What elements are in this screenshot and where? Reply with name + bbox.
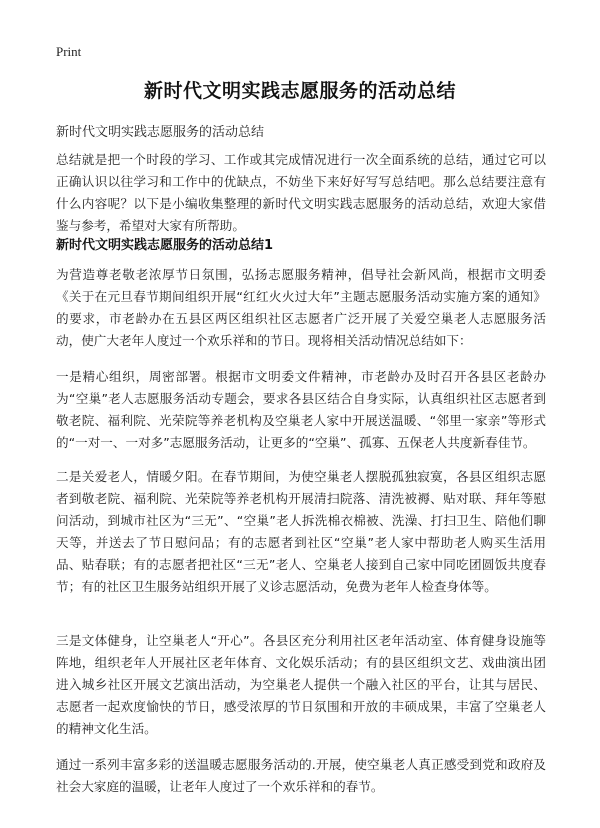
- body-paragraph-4: 三是文体健身，让空巢老人“开心”。各县区充分利用社区老年活动室、体育健身设施等阵地，组织老年人开展社区老年体育、文化娱乐活动；有的县区组织文艺、戏曲演出团进入城乡社区开展文艺演出活动，为空巢老人提供一个融入社区的平台，让其与居民、志愿者一起欢度愉快的节日，感受浓厚的节日氛围和开放的丰硕成果，丰富了空巢老人的精神文化生活。: [56, 633, 546, 736]
- intro-paragraph: 总结就是把一个时段的学习、工作或其完成情况进行一次全面系统的总结，通过它可以正确认识以往学习和工作中的优缺点，不妨坐下来好好写写总结吧。那么总结要注意有什么内容呢？以下是小编收集整理的新时代文明实践志愿服务的活动总结，欢迎大家借鉴与参考，希望对大家有所帮助。: [56, 152, 546, 233]
- page-title: 新时代文明实践志愿服务的活动总结: [143, 80, 456, 102]
- body-paragraph-1: 为营造尊老敬老浓厚节日氛围，弘扬志愿服务精神，倡导社会新风尚，根据市文明委《关于在元旦春节期间组织开展“红红火火过大年”主题志愿服务活动实施方案的通知》的要求，市老龄办在五县区两区组织社区志愿者广泛开展了关爱空巢老人志愿服务活动，使广大老年人度过一个欢乐祥和的节日。现将相关活动情况总结如下：: [56, 267, 546, 348]
- section-heading: 新时代文明实践志愿服务的活动总结1: [56, 238, 274, 253]
- body-paragraph-5: 通过一系列丰富多彩的送温暖志愿服务活动的.开展，使空巢老人真正感受到党和政府及社会大家庭的温暖，让老年人度过了一个欢乐祥和的春节。: [56, 757, 546, 794]
- document-subtitle: 新时代文明实践志愿服务的活动总结: [56, 125, 265, 140]
- print-link[interactable]: Print: [56, 44, 82, 59]
- body-paragraph-2: 一是精心组织，周密部署。根据市文明委文件精神，市老龄办及时召开各县区老龄办为“空巢”老人志愿服务活动专题会，要求各县区结合自身实际，认真组织社区志愿者到敬老院、福利院、光荣院等养老机构及空巢老人家中开展送温暖、“邻里一家亲”等形式的“一对一、一对多”志愿服务活动，让更多的“空巢”、孤寡、五保老人共度新春佳节。: [56, 369, 546, 450]
- body-paragraph-3: 二是关爱老人，情暖夕阳。在春节期间，为使空巢老人摆脱孤独寂寞，各县区组织志愿者到敬老院、福利院、光荣院等养老机构开展清扫院落、清洗被褥、贴对联、拜年等慰问活动，到城市社区为“三无”、“空巢”老人拆洗棉衣棉被、洗澡、打扫卫生、陪他们聊天等，并送去了节日慰问品；有的志愿者到社区“空巢”老人家中帮助老人购买生活用品、贴春联；有的志愿者把社区“三无”老人、空巢老人接到自己家中同吃团圆饭共度春节；有的社区卫生服务站组织开展了义诊志愿活动，免费为老年人检查身体等。: [56, 469, 546, 594]
